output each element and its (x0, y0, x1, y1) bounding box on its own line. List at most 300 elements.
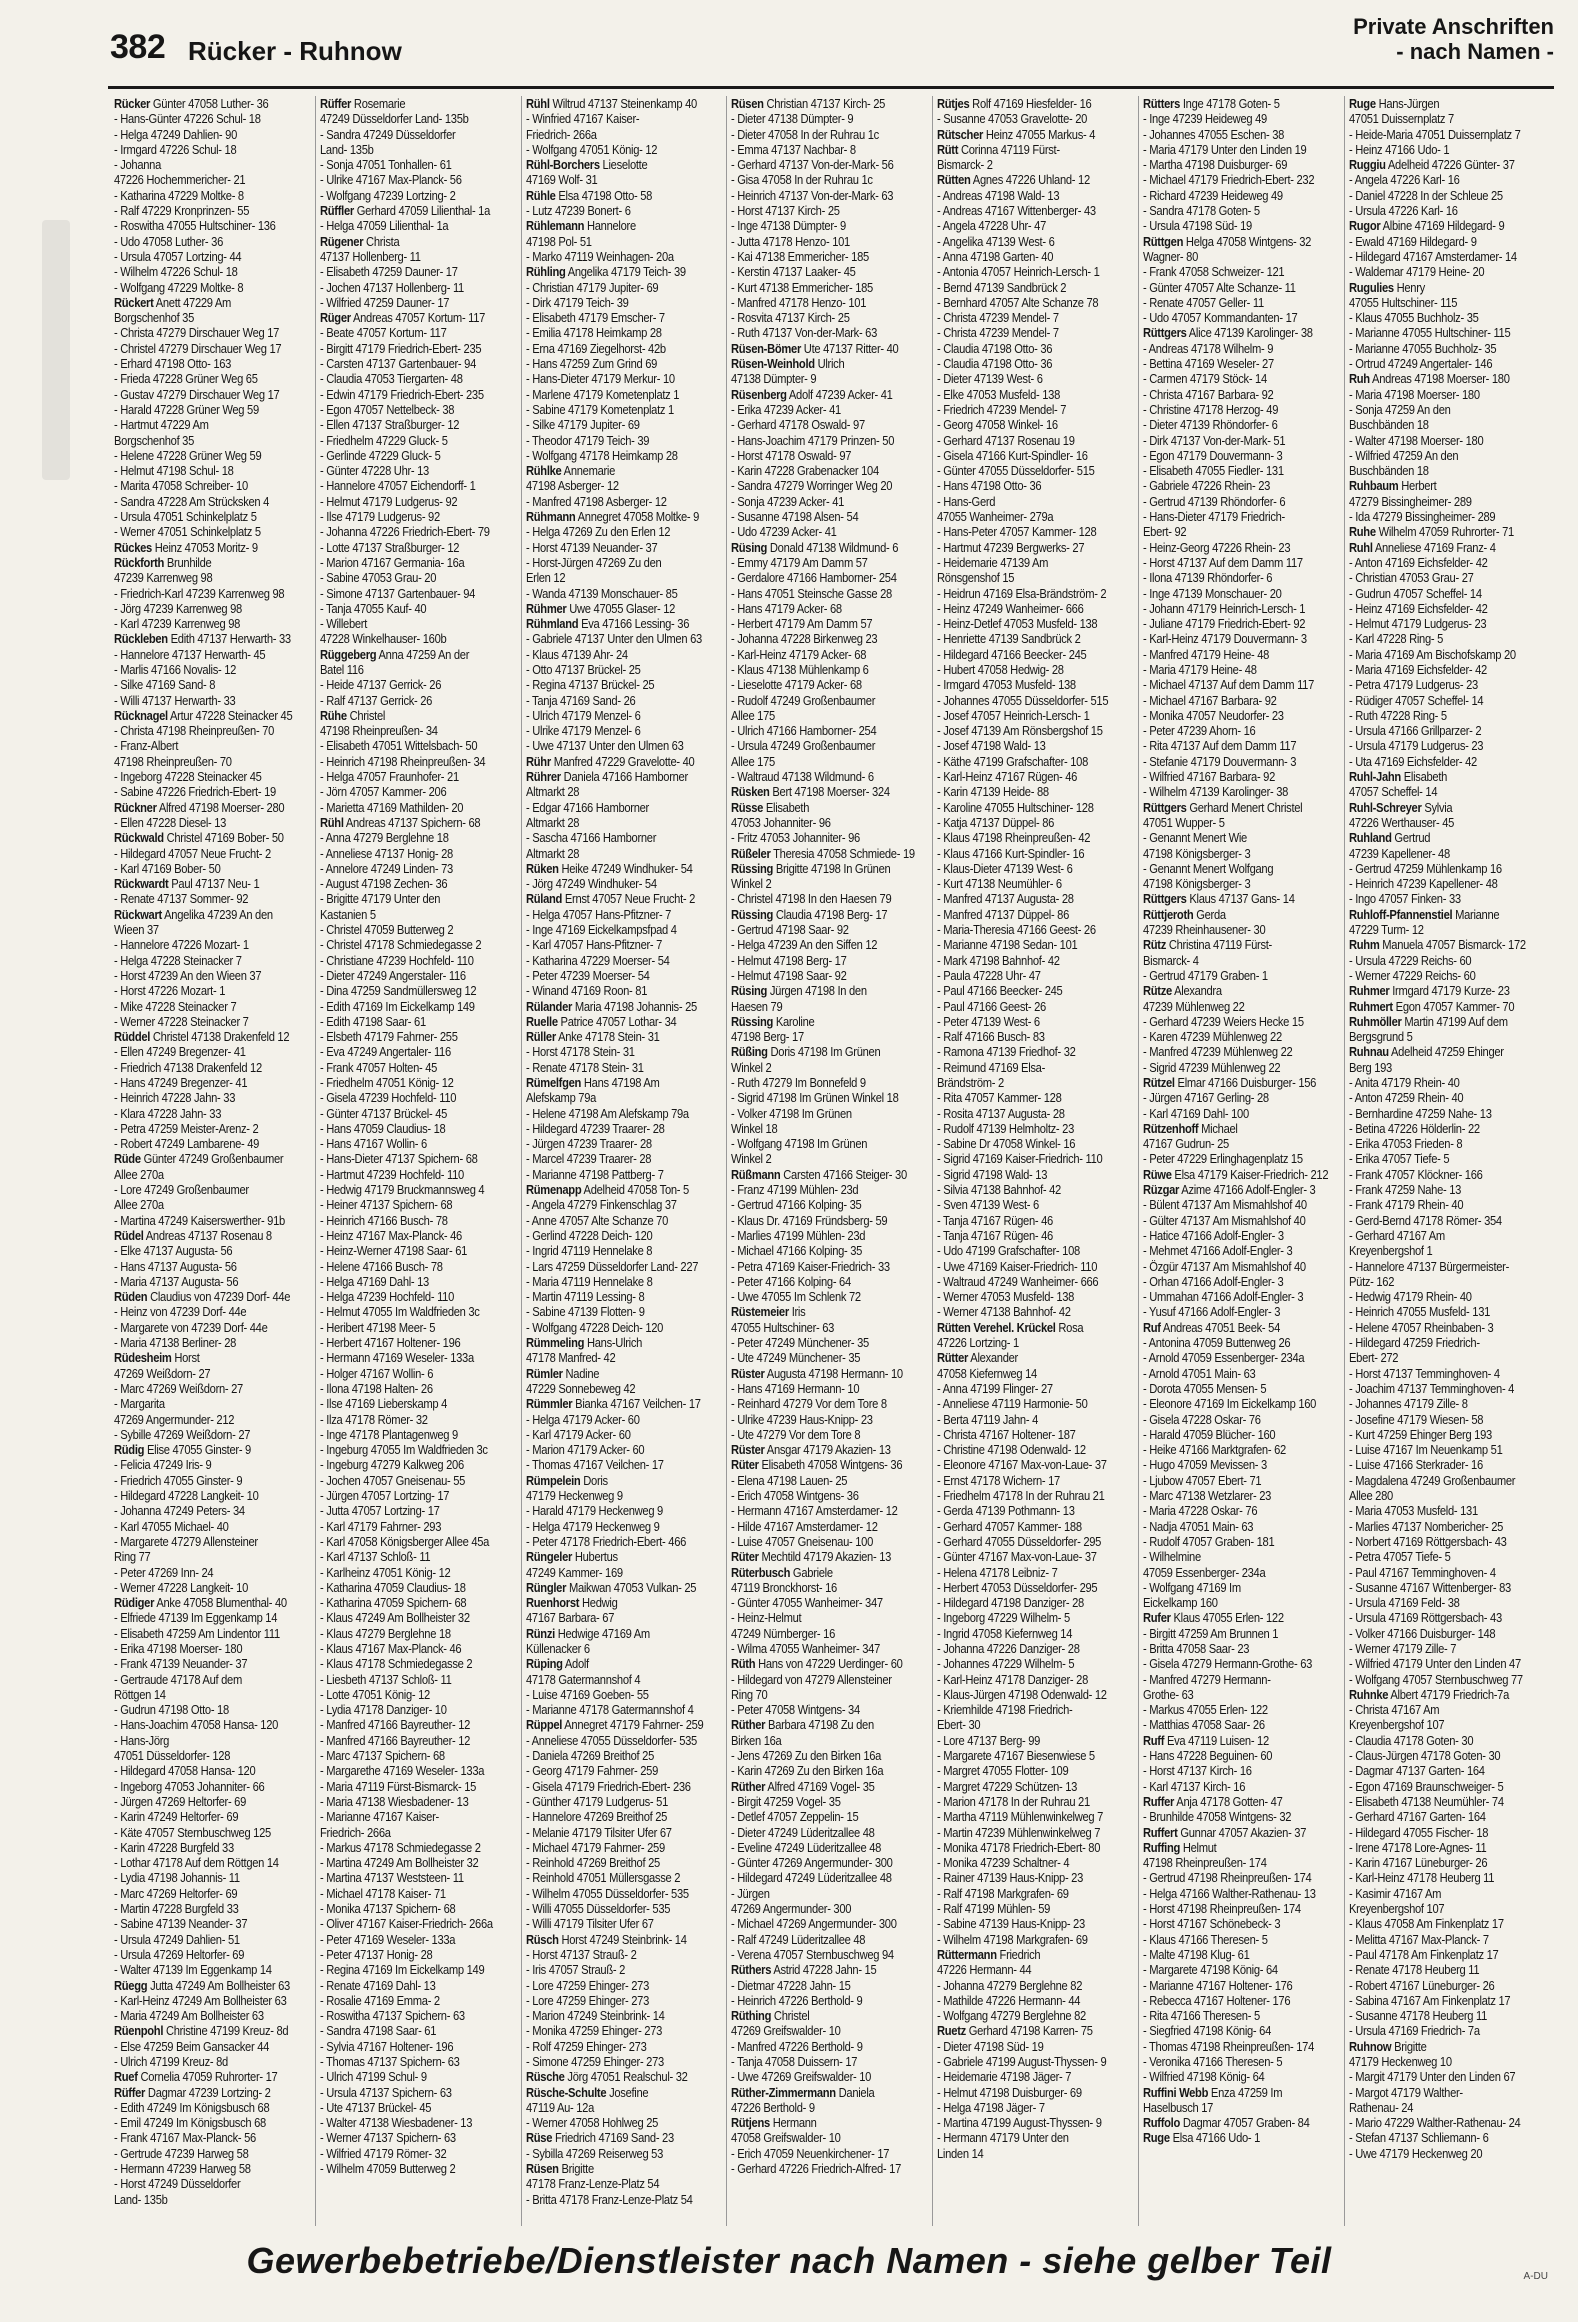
directory-entry (1349, 111, 1540, 126)
directory-entry (1143, 1197, 1333, 1212)
entry-details: 47059 Essenberger- 234a (1142, 1564, 1266, 1580)
entry-details: - Lotte 47051 König- 12 (319, 1686, 430, 1702)
directory-entry (937, 647, 1127, 662)
entry-details: - Petra 47179 Ludgerus- 23 (1348, 677, 1478, 693)
entry-details: - Karl 47169 Bober- 50 (114, 860, 221, 876)
entry-details: - Johannes 47229 Wilhelm- 5 (937, 1656, 1075, 1672)
directory-entry (526, 341, 716, 356)
entry-details: Donald 47138 Wildmund- 6 (770, 539, 899, 555)
entry-details: - Frieda 47228 Grüner Weg 65 (114, 371, 258, 387)
directory-entry (1349, 1136, 1540, 1151)
directory-entry (114, 96, 304, 111)
directory-entry (731, 631, 921, 646)
directory-entry (526, 1197, 716, 1212)
entry-details: Anna 47259 An der (378, 646, 469, 662)
entry-details: - Elisabeth 47259 Am Lindentor 111 (114, 1625, 280, 1641)
entry-details: - Hermann 47169 Weseler- 133a (319, 1350, 474, 1366)
entry-details: - Berta 47119 Jahn- 4 (937, 1411, 1038, 1427)
directory-entry (937, 922, 1127, 937)
entry-details: - Werner 47228 Steinacker 7 (114, 1013, 249, 1029)
entry-surname: Rühlemann (525, 218, 584, 234)
directory-entry (1349, 1534, 1540, 1549)
entry-details: - Herbert 47167 Holtener- 196 (319, 1335, 461, 1351)
directory-entry (1143, 1259, 1333, 1274)
entry-details: - Marlene 47179 Kometenplatz 1 (525, 386, 679, 402)
directory-entry (731, 1350, 921, 1365)
entry-surname: Rüland (525, 891, 562, 907)
directory-entry (731, 2130, 921, 2145)
directory-entry (1349, 1274, 1540, 1289)
directory-entry (1349, 341, 1540, 356)
entry-details: - Hans 47169 Hermann- 10 (731, 1380, 860, 1396)
entry-details: - Karl 47179 Fahrner- 293 (319, 1518, 441, 1534)
directory-entry (114, 2146, 304, 2161)
entry-details: - Gerhard 47057 Kammer- 188 (937, 1518, 1082, 1534)
entry-details: - Willi 47137 Herwarth- 33 (114, 692, 236, 708)
directory-entry (937, 570, 1127, 585)
entry-details: Brigitte (560, 2161, 594, 2177)
entry-details: - Silke 47179 Jupiter- 69 (525, 417, 640, 433)
entry-details: 47053 Johanniter- 96 (731, 814, 831, 830)
directory-entry (1349, 1733, 1540, 1748)
entry-details: 47239 Mühlenweg 22 (1142, 998, 1245, 1014)
entry-details: - Heinz-Georg 47226 Rhein- 23 (1142, 539, 1291, 555)
directory-entry (731, 1840, 921, 1855)
directory-entry (526, 1656, 716, 1671)
directory-entry (114, 631, 304, 646)
entry-details: - Margarete 47198 König- 64 (1142, 1962, 1278, 1978)
directory-entry (1143, 1366, 1333, 1381)
entry-details: 47055 Wanheimer- 279a (937, 509, 1054, 525)
directory-entry (320, 1366, 510, 1381)
directory-entry (731, 1197, 921, 1212)
entry-details: - Maria 47119 Hennelake 8 (525, 1273, 653, 1289)
directory-entry (114, 1702, 304, 1717)
directory-entry (320, 693, 510, 708)
directory-entry (1349, 1595, 1540, 1610)
entry-surname: Rüßeler (731, 845, 771, 861)
entry-details: - Mike 47228 Steinacker 7 (114, 998, 237, 1014)
directory-entry (114, 2069, 304, 2084)
entry-details: - Klaus 47139 Ahr- 24 (525, 646, 628, 662)
directory-entry (1143, 1060, 1333, 1075)
directory-entry (1143, 693, 1333, 708)
directory-entry (731, 2161, 921, 2176)
entry-surname: Rüther (731, 1778, 766, 1794)
directory-entry (731, 96, 921, 111)
entry-details: - Michael 47167 Barbara- 92 (1142, 692, 1277, 708)
entry-details: - Christel 47059 Butterweg 2 (319, 922, 454, 938)
entry-details: - Katja 47137 Düppel- 86 (937, 814, 1055, 830)
entry-details: - Marlies 47199 Mühlen- 23d (731, 1227, 866, 1243)
entry-details: - Josefine 47179 Wiesen- 58 (1348, 1411, 1483, 1427)
entry-details: - Ellen 47137 Straßburger- 12 (319, 417, 459, 433)
entry-details: - Renate 47178 Heuberg 11 (1348, 1962, 1479, 1978)
directory-entry (320, 1947, 510, 1962)
directory-entry (1143, 1947, 1333, 1962)
entry-details: Winkel 2 (731, 1059, 772, 1075)
entry-details: Hans 47198 Am (583, 1075, 660, 1090)
entry-details: - Gisela 47279 Hermann-Grothe- 63 (1142, 1656, 1312, 1672)
directory-entry (526, 127, 716, 142)
directory-entry (1349, 1763, 1540, 1778)
directory-entry (526, 1151, 716, 1166)
directory-entry (114, 815, 304, 830)
section-title-line2: - nach Namen - (1396, 39, 1554, 64)
directory-entry (320, 2100, 510, 2115)
directory-entry (1143, 1672, 1333, 1687)
directory-entry (731, 433, 921, 448)
directory-entry (731, 1962, 921, 1977)
directory-entry (1143, 218, 1333, 233)
directory-entry (937, 433, 1127, 448)
directory-entry (1349, 1962, 1540, 1977)
entry-details: - Edith 47198 Saar- 61 (319, 1013, 426, 1029)
entry-details: - Hans-Dieter 47179 Merkur- 10 (525, 371, 675, 387)
directory-entry (526, 2069, 716, 2084)
entry-details: - Anton 47259 Rhein- 40 (1348, 1090, 1463, 1106)
directory-entry (731, 402, 921, 417)
entry-details: - Hans-Dieter 47137 Spichern- 68 (319, 1151, 478, 1167)
entry-details: - Sigrid 47198 Wald- 13 (937, 1166, 1048, 1182)
entry-details: - Hugo 47059 Mevissen- 3 (1142, 1457, 1267, 1473)
entry-details: - Helga 47249 Dahlien- 90 (114, 126, 238, 142)
entry-details: - Helga 47166 Walther-Rathenau- 13 (1142, 1885, 1316, 1901)
directory-entry (320, 341, 510, 356)
directory-entry (731, 1366, 921, 1381)
directory-entry (320, 494, 510, 509)
entry-details: Altmarkt 28 (525, 814, 579, 830)
directory-entry (526, 1993, 716, 2008)
entry-details: - Eleonore 47167 Max-von-Laue- 37 (937, 1457, 1107, 1473)
entry-details: Hans-Ulrich (586, 1335, 642, 1351)
entry-surname: Rüter (731, 1549, 759, 1565)
directory-entry (937, 1075, 1127, 1090)
directory-entry (1349, 1947, 1540, 1962)
entry-surname: Rückwart (114, 906, 162, 922)
directory-entry (320, 1886, 510, 1901)
entry-details: - Peter 47058 Wintgens- 34 (731, 1702, 861, 1718)
directory-entry (937, 1167, 1127, 1182)
directory-entry (114, 1962, 304, 1977)
directory-entry (114, 1320, 304, 1335)
directory-entry (731, 2146, 921, 2161)
directory-entry (114, 387, 304, 402)
directory-entry (937, 1993, 1127, 2008)
directory-entry (937, 830, 1127, 845)
entry-details: - Hildegard 47198 Danziger- 28 (937, 1595, 1084, 1611)
entry-details: - Christel 47178 Schmiedegasse 2 (319, 937, 482, 953)
entry-details: - Manfred 47198 Asberger- 12 (525, 493, 667, 509)
directory-entry (114, 1228, 304, 1243)
entry-details: - Dorota 47055 Mensen- 5 (1142, 1380, 1267, 1396)
entry-details: Herbert (1400, 478, 1436, 494)
entry-details: - Marianne 47055 Buchholz- 35 (1348, 340, 1496, 356)
directory-entry (937, 2008, 1127, 2023)
entry-details: - Wilfried 47167 Barbara- 92 (1142, 769, 1275, 785)
entry-details: Bismarck- 2 (937, 157, 993, 173)
entry-details: 47198 Rheinpreußen- 70 (114, 753, 232, 769)
entry-details: - Veronika 47166 Theresen- 5 (1142, 2054, 1283, 2069)
entry-details: - Marianne 47167 Kaiser- (319, 1809, 439, 1825)
entry-details: - Ursula 47269 Heltorfer- 69 (114, 1946, 245, 1962)
directory-entry (731, 356, 921, 371)
directory-entry (114, 846, 304, 861)
directory-entry (1349, 509, 1540, 524)
directory-entry (1143, 1809, 1333, 1824)
directory-entry (320, 1151, 510, 1166)
directory-entry (1349, 2054, 1540, 2069)
entry-surname: Ruetz (937, 2023, 966, 2039)
directory-entry (1349, 2130, 1540, 2145)
directory-entry (320, 922, 510, 937)
entry-surname: Rühr (525, 753, 551, 769)
directory-entry (1143, 402, 1333, 417)
entry-details: - Christel 47198 In den Haesen 79 (731, 891, 892, 907)
entry-details: - Hans-Jörg (114, 1732, 170, 1748)
entry-details: - Walter 47198 Moerser- 180 (1348, 432, 1483, 448)
directory-entry (937, 1427, 1127, 1442)
directory-entry (320, 570, 510, 585)
entry-details: - Andreas 47198 Wald- 13 (937, 187, 1060, 203)
directory-entry (320, 1243, 510, 1258)
entry-details: 47198 Pol- 51 (525, 233, 592, 249)
entry-surname: Rümelfgen (525, 1075, 581, 1090)
entry-details: Bergsgrund 5 (1348, 1029, 1413, 1045)
directory-entry (937, 402, 1127, 417)
entry-details: - Hans 47198 Otto- 36 (937, 478, 1042, 494)
directory-entry (1349, 1886, 1540, 1901)
entry-details: Anke 47178 Stein- 31 (557, 1029, 660, 1045)
directory-entry (320, 1870, 510, 1885)
directory-entry (114, 1090, 304, 1105)
entry-surname: Rüttgers (1142, 325, 1187, 341)
directory-entry (114, 1748, 304, 1763)
entry-details: - Horst 47178 Oswald- 97 (731, 447, 852, 463)
entry-details: - Bernhardine 47259 Nahe- 13 (1348, 1105, 1492, 1121)
entry-details: - Johannes 47055 Eschen- 38 (1142, 126, 1284, 142)
entry-details: - Martina 47249 Kaiserswerther- 91b (114, 1212, 285, 1228)
entry-details: - Margret 47229 Schützen- 13 (937, 1778, 1078, 1794)
directory-entry (114, 830, 304, 845)
directory-entry (731, 325, 921, 340)
directory-entry (731, 968, 921, 983)
directory-entry (937, 1366, 1127, 1381)
directory-entry (526, 1855, 716, 1870)
entry-details: - Richard 47239 Heideweg 49 (1142, 187, 1283, 203)
directory-entry (1143, 1228, 1333, 1243)
directory-entry (526, 111, 716, 126)
entry-details: 47167 Gudrun- 25 (1142, 1136, 1229, 1152)
entry-details: - Wolfgang 47229 Moltke- 8 (114, 279, 244, 295)
directory-entry (320, 1060, 510, 1075)
directory-entry (937, 1549, 1127, 1564)
entry-details: - Britta 47058 Saar- 23 (1142, 1640, 1249, 1656)
directory-entry (320, 1534, 510, 1549)
directory-entry (1143, 723, 1333, 738)
entry-details: - Horst 47249 Düsseldorfer (114, 2176, 241, 2192)
directory-entry (1349, 1488, 1540, 1503)
entry-details: Buschbänden 18 (1348, 463, 1429, 479)
directory-entry (114, 983, 304, 998)
directory-entry (320, 1182, 510, 1197)
entry-details: - Horst 47167 Schönebeck- 3 (1142, 1916, 1281, 1932)
directory-entry (1349, 1794, 1540, 1809)
entry-details: - Karl 47058 Königsberger Allee 45a (319, 1533, 489, 1549)
directory-entry (1143, 2069, 1333, 2084)
directory-entry (731, 1503, 921, 1518)
directory-entry (320, 601, 510, 616)
directory-entry (526, 1503, 716, 1518)
directory-entry (937, 280, 1127, 295)
directory-entry (114, 1197, 304, 1212)
directory-entry (114, 1870, 304, 1885)
entry-details: - Udo 47199 Grafschafter- 108 (937, 1243, 1080, 1259)
entry-details: - Uwe 47137 Unter den Ulmen 63 (525, 738, 684, 754)
directory-entry (731, 1626, 921, 1641)
directory-entry (320, 1595, 510, 1610)
entry-details: - Henriette 47139 Sandbrück 2 (937, 631, 1081, 647)
entry-details: - Brigitte 47179 Unter den (319, 891, 440, 907)
directory-entry (526, 249, 716, 264)
entry-details: - Heinrich 47226 Berthold- 9 (731, 1992, 863, 2008)
entry-details: Jutta 47249 Am Bollheister 63 (150, 1977, 290, 1993)
entry-details: - Wilhelm 47055 Düsseldorfer- 535 (525, 1885, 689, 1901)
directory-entry (1143, 96, 1333, 111)
directory-entry (937, 111, 1127, 126)
directory-entry (320, 1259, 510, 1274)
entry-details: - Heribert 47198 Meer- 5 (319, 1319, 435, 1335)
entry-details: Andreas 47137 Spichern- 68 (345, 814, 481, 830)
entry-details: Erlen 12 (525, 570, 565, 586)
entry-surname: Rüngeler (525, 1549, 572, 1565)
entry-details: - Manfred 47239 Mühlenweg 22 (1142, 1044, 1293, 1060)
directory-entry (1349, 1503, 1540, 1518)
directory-entry (526, 1488, 716, 1503)
directory-entry (1143, 1916, 1333, 1931)
directory-entry (937, 1626, 1127, 1641)
directory-entry (731, 1090, 921, 1105)
directory-entry (1349, 1335, 1540, 1350)
entry-details: Bismarck- 4 (1142, 952, 1199, 968)
entry-details: - Heike 47166 Marktgrafen- 62 (1142, 1442, 1286, 1458)
entry-details: - Werner 47137 Spichern- 63 (319, 2130, 456, 2146)
entry-details: - Margarete von 47239 Dorf- 44e (114, 1319, 268, 1335)
directory-entry (320, 127, 510, 142)
directory-entry (731, 1060, 921, 1075)
directory-entry (1349, 2146, 1540, 2161)
directory-entry (731, 234, 921, 249)
entry-details: - Ute 47249 Münchener- 35 (731, 1350, 861, 1366)
entry-surname: Rühmer (525, 600, 566, 616)
directory-entry (1349, 494, 1540, 509)
directory-entry (1143, 1641, 1333, 1656)
directory-entry (1143, 1580, 1333, 1595)
directory-entry (937, 127, 1127, 142)
entry-details: - Inge 47139 Monschauer- 20 (1142, 585, 1282, 601)
entry-details: - Frank 47057 Holten- 45 (319, 1059, 437, 1075)
directory-entry (1349, 1779, 1540, 1794)
entry-details: - Günter 47055 Düsseldorfer- 515 (937, 463, 1095, 479)
directory-entry (731, 111, 921, 126)
entry-details: - Hans-Dieter 47179 Friedrich- (1142, 509, 1285, 525)
entry-details: Agnes 47226 Uhland- 12 (972, 172, 1090, 188)
entry-details: - Wilhelm 47198 Markgrafen- 69 (937, 1931, 1088, 1947)
entry-details: - Ewald 47169 Hildegard- 9 (1348, 233, 1477, 249)
directory-entry (114, 1672, 304, 1687)
entry-details: - Paul 47178 Am Finkenplatz 17 (1348, 1946, 1498, 1962)
directory-entry (526, 2039, 716, 2054)
entry-details: Theresia 47058 Schmiede- 19 (773, 845, 916, 861)
entry-details: Kreyenbergshof 1 (1348, 1243, 1432, 1259)
directory-entry (320, 1473, 510, 1488)
entry-details: Enza 47259 Im (1210, 2084, 1282, 2100)
directory-entry (526, 1794, 716, 1809)
entry-surname: Rützel (1142, 1075, 1175, 1090)
directory-entry (1349, 846, 1540, 861)
entry-details: - Wolfgang 47178 Heimkamp 28 (525, 447, 678, 463)
directory-entry (526, 738, 716, 753)
entry-details: - Jörg 47249 Windhuker- 54 (525, 876, 657, 892)
entry-details: 47198 Rheinpreußen- 34 (319, 723, 438, 739)
entry-details: 47137 Hollenberg- 11 (319, 248, 421, 264)
directory-entry (114, 586, 304, 601)
entry-surname: Rühling (525, 264, 566, 280)
directory-entry (937, 2146, 1127, 2161)
directory-entry (1349, 96, 1540, 111)
directory-entry (731, 1259, 921, 1274)
entry-details: - Gerhard 47239 Weiers Hecke 15 (1142, 1013, 1304, 1029)
directory-entry (1143, 1534, 1333, 1549)
entry-details: - Käte 47057 Sternbuschweg 125 (114, 1824, 271, 1840)
entry-details: - Rosalie 47169 Emma- 2 (319, 1992, 440, 2008)
directory-entry (114, 1167, 304, 1182)
entry-details: - Anton 47169 Eichsfelder- 42 (1348, 554, 1488, 570)
directory-entry (937, 1304, 1127, 1319)
directory-entry (1143, 999, 1333, 1014)
directory-entry (320, 417, 510, 432)
directory-entry (1349, 1748, 1540, 1763)
entry-details: - Edgar 47166 Hamborner (525, 799, 649, 815)
entry-details: - Inge 47138 Dümpter- 9 (731, 218, 847, 234)
entry-details: - Karlheinz 47051 König- 12 (319, 1564, 451, 1580)
entry-details: Brändström- 2 (937, 1075, 1004, 1090)
directory-entry (114, 891, 304, 906)
directory-entry (937, 387, 1127, 402)
entry-details: - Ursula 47169 Feld- 38 (1348, 1595, 1460, 1611)
entry-details: - Klaus 47058 Am Finkenplatz 17 (1348, 1916, 1504, 1932)
entry-details: - Lutz 47239 Bonert- 6 (525, 203, 631, 219)
directory-entry (937, 968, 1127, 983)
directory-entry (320, 157, 510, 172)
entry-details: - Frank 47139 Neuander- 37 (114, 1656, 248, 1672)
entry-details: - Werner 47179 Zille- 7 (1348, 1640, 1456, 1656)
directory-entry (526, 1075, 716, 1090)
directory-entry (731, 1855, 921, 1870)
entry-details: - Thomas 47137 Spichern- 63 (319, 2054, 460, 2069)
entry-details: 47119 Au- 12a (525, 2099, 594, 2115)
entry-surname: Rüsing (731, 539, 768, 555)
entry-surname: Rümmler (525, 1396, 572, 1412)
entry-details: - Elena 47198 Lauen- 25 (731, 1472, 848, 1488)
entry-details: - Nadja 47051 Main- 63 (1142, 1518, 1253, 1534)
directory-entry (320, 310, 510, 325)
directory-entry (1349, 2023, 1540, 2038)
entry-details: - Karl 47057 Hans-Pfitzner- 7 (525, 937, 662, 953)
entry-details: - Elisabeth 47179 Emscher- 7 (525, 310, 665, 326)
directory-entry (1143, 1610, 1333, 1625)
entry-details: - Anita 47179 Rhein- 40 (1348, 1075, 1460, 1090)
